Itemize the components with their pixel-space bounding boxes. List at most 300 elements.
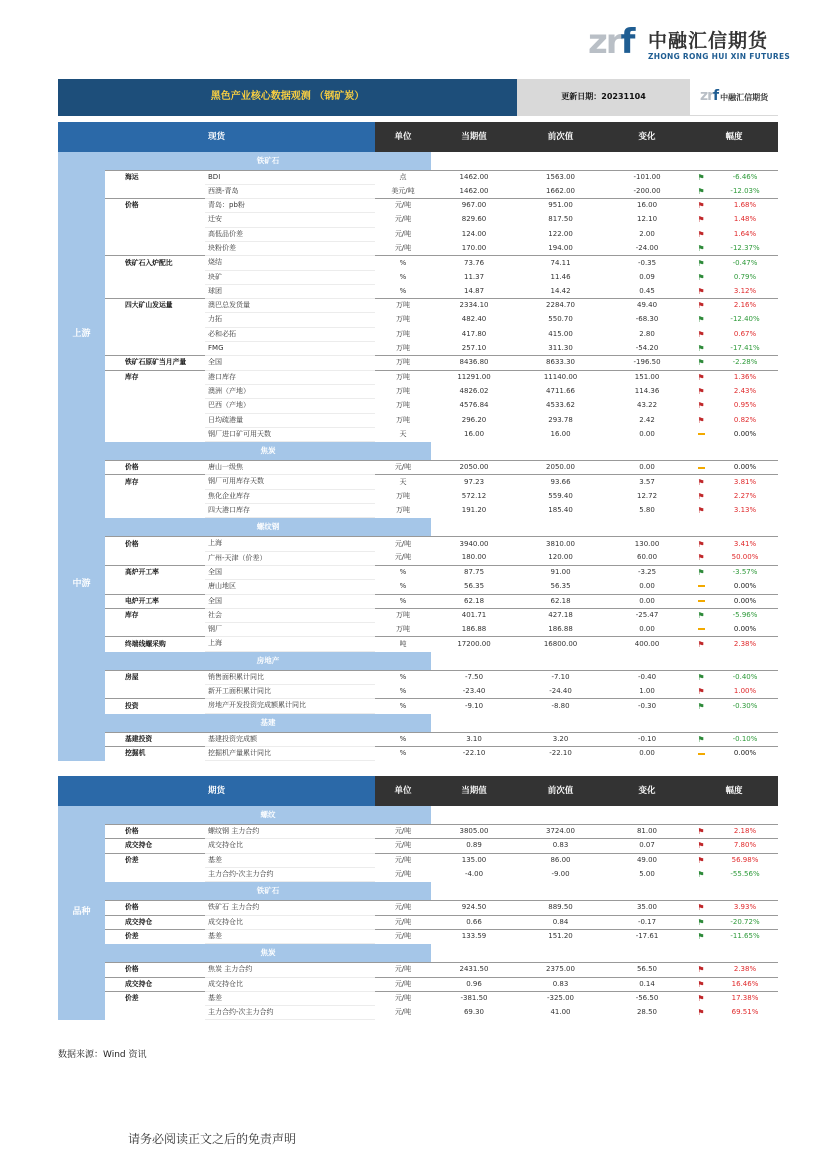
table-row bbox=[58, 746, 778, 760]
current-value: 829.60 bbox=[461, 215, 487, 224]
table-row bbox=[58, 489, 778, 503]
table-row bbox=[58, 256, 778, 270]
spot-table bbox=[58, 79, 778, 761]
arrow-down-icon: ⚑ bbox=[690, 915, 712, 929]
previous-value: 16.00 bbox=[550, 429, 571, 438]
category-label bbox=[105, 489, 205, 503]
change-value: 60.00 bbox=[637, 553, 658, 562]
current-value: 3940.00 bbox=[431, 537, 517, 551]
arrow-up-icon: ⚑ bbox=[690, 853, 712, 867]
unit-cell: 万吨 bbox=[396, 415, 410, 424]
logo-mark: zrf bbox=[588, 22, 634, 62]
category-label: 价格 bbox=[105, 963, 205, 977]
category-label: 成交持仓 bbox=[105, 839, 205, 853]
pct-change: 0.00% bbox=[733, 581, 757, 590]
current-value: 73.76 bbox=[431, 256, 517, 270]
table-row bbox=[58, 991, 778, 1005]
pct-change: -0.40% bbox=[712, 670, 778, 684]
table-row bbox=[58, 370, 778, 384]
arrow-down-icon: ⚑ bbox=[690, 670, 712, 684]
arrow-down-icon: ⚑ bbox=[690, 608, 712, 622]
company-logo bbox=[588, 22, 791, 66]
arrow-up-icon: ⚑ bbox=[690, 901, 712, 915]
section-row bbox=[58, 651, 778, 670]
arrow-down-icon: ⚑ bbox=[697, 186, 705, 196]
category-label: 价格 bbox=[105, 199, 205, 213]
pct-change: -3.57% bbox=[712, 565, 778, 579]
previous-value: 4711.66 bbox=[546, 386, 575, 395]
pct-change: -17.41% bbox=[730, 343, 760, 352]
current-value: 87.75 bbox=[431, 565, 517, 579]
unit-cell: 元/吨 bbox=[394, 229, 412, 238]
section-title: 基建 bbox=[105, 713, 431, 732]
futures-section-header: 期货 bbox=[58, 776, 375, 806]
unit-cell: 元/吨 bbox=[394, 1008, 412, 1017]
table-row bbox=[58, 427, 778, 441]
change-value: -54.20 bbox=[635, 343, 659, 352]
item-label: 房地产开发投资完成额累计同比 bbox=[205, 699, 375, 713]
table-row bbox=[58, 915, 778, 929]
unit-cell: 天 bbox=[399, 429, 407, 438]
pct-change: 69.51% bbox=[731, 1008, 759, 1017]
item-label: 主力合约-次主力合约 bbox=[205, 1006, 375, 1020]
pct-change: 1.64% bbox=[733, 229, 757, 238]
category-label bbox=[105, 342, 205, 356]
unit-cell: 万吨 bbox=[375, 299, 431, 313]
change-value: 2.00 bbox=[639, 229, 655, 238]
arrow-up-icon: ⚑ bbox=[690, 963, 712, 977]
table-row bbox=[58, 384, 778, 398]
category-label: 四大矿山发运量 bbox=[105, 299, 205, 313]
category-label bbox=[105, 580, 205, 594]
previous-value: 311.30 bbox=[548, 343, 573, 352]
current-value: 2334.10 bbox=[431, 299, 517, 313]
change-value: -68.30 bbox=[635, 315, 659, 324]
arrow-down-icon: ⚑ bbox=[690, 356, 712, 370]
item-label: 全国 bbox=[205, 356, 375, 370]
change-value: 12.72 bbox=[637, 491, 658, 500]
unit-cell: 元/吨 bbox=[375, 199, 431, 213]
category-label bbox=[105, 1006, 205, 1020]
arrow-down-icon: ⚑ bbox=[697, 870, 705, 880]
current-value: -4.00 bbox=[464, 870, 484, 879]
previous-value: 14.42 bbox=[550, 286, 571, 295]
col-unit: 单位 bbox=[375, 122, 431, 152]
section-row bbox=[58, 713, 778, 732]
previous-value: 151.20 bbox=[517, 929, 604, 943]
arrow-up-icon: ⚑ bbox=[697, 506, 705, 516]
change-value: -196.50 bbox=[604, 356, 690, 370]
item-label: 必和必拓 bbox=[205, 327, 375, 341]
flat-dash-icon bbox=[690, 427, 712, 441]
arrow-up-icon: ⚑ bbox=[697, 686, 705, 696]
item-label: 力拓 bbox=[205, 313, 375, 327]
pct-change: -12.37% bbox=[730, 243, 760, 252]
arrow-up-icon: ⚑ bbox=[697, 553, 705, 563]
change-value: -24.00 bbox=[635, 243, 659, 252]
table-row bbox=[58, 284, 778, 298]
current-value: 133.59 bbox=[431, 929, 517, 943]
arrow-up-icon: ⚑ bbox=[690, 991, 712, 1005]
change-value: 0.00 bbox=[604, 461, 690, 475]
change-value: 2.80 bbox=[639, 329, 655, 338]
previous-value: -24.40 bbox=[549, 686, 572, 695]
arrow-down-icon: ⚑ bbox=[690, 699, 712, 713]
change-value: -3.25 bbox=[604, 565, 690, 579]
arrow-up-icon: ⚑ bbox=[690, 475, 712, 489]
table-row bbox=[58, 929, 778, 943]
previous-value: 427.18 bbox=[517, 608, 604, 622]
change-value: 3.57 bbox=[604, 475, 690, 489]
current-value: 62.18 bbox=[431, 594, 517, 608]
current-value: 0.89 bbox=[431, 839, 517, 853]
table-row bbox=[58, 313, 778, 327]
arrow-up-icon: ⚑ bbox=[697, 1008, 705, 1018]
category-label: 挖掘机 bbox=[105, 746, 205, 760]
arrow-up-icon: ⚑ bbox=[697, 329, 705, 339]
arrow-down-icon: ⚑ bbox=[697, 315, 705, 325]
flat-dash-icon bbox=[690, 594, 712, 608]
flat-dash-icon bbox=[690, 580, 712, 594]
unit-cell: 点 bbox=[375, 170, 431, 184]
category-label bbox=[105, 623, 205, 637]
category-label: 成交持仓 bbox=[105, 915, 205, 929]
unit-cell: 万吨 bbox=[396, 624, 410, 633]
col-previous: 前次值 bbox=[517, 776, 604, 806]
pct-change: 0.67% bbox=[733, 329, 757, 338]
previous-value: 11140.00 bbox=[517, 370, 604, 384]
category-label bbox=[105, 868, 205, 882]
pct-change: 2.38% bbox=[712, 963, 778, 977]
item-label: 成交持仓比 bbox=[205, 839, 375, 853]
current-value: -22.10 bbox=[431, 746, 517, 760]
category-label: 库存 bbox=[105, 475, 205, 489]
change-value: 0.00 bbox=[604, 594, 690, 608]
item-label: 日均疏港量 bbox=[205, 413, 375, 427]
item-label: 澳洲（产地） bbox=[205, 384, 375, 398]
current-value: 170.00 bbox=[461, 243, 487, 252]
category-label bbox=[105, 504, 205, 518]
pct-change: -5.96% bbox=[712, 608, 778, 622]
current-value: 124.00 bbox=[461, 229, 487, 238]
current-value: 924.50 bbox=[431, 901, 517, 915]
change-value: -101.00 bbox=[604, 170, 690, 184]
section-row bbox=[58, 152, 778, 171]
change-value: 35.00 bbox=[604, 901, 690, 915]
current-value: 2431.50 bbox=[431, 963, 517, 977]
pct-change: -12.03% bbox=[730, 186, 760, 195]
category-label bbox=[105, 227, 205, 241]
change-value: -0.35 bbox=[604, 256, 690, 270]
pct-change: 0.00% bbox=[712, 746, 778, 760]
current-value: 3.10 bbox=[431, 732, 517, 746]
item-label: 基差 bbox=[205, 853, 375, 867]
pct-change: 0.00% bbox=[712, 461, 778, 475]
item-label: 焦化企业库存 bbox=[205, 489, 375, 503]
previous-value: 56.35 bbox=[550, 581, 571, 590]
item-label: 广州-天津（价差） bbox=[205, 551, 375, 565]
arrow-down-icon: ⚑ bbox=[690, 170, 712, 184]
arrow-up-icon: ⚑ bbox=[690, 370, 712, 384]
category-label: 价格 bbox=[105, 537, 205, 551]
unit-cell: 元/吨 bbox=[375, 977, 431, 991]
current-value: 0.96 bbox=[431, 977, 517, 991]
table-row bbox=[58, 580, 778, 594]
pct-change: 3.12% bbox=[733, 286, 757, 295]
col-unit: 单位 bbox=[375, 776, 431, 806]
category-label bbox=[105, 213, 205, 227]
arrow-down-icon: ⚑ bbox=[690, 565, 712, 579]
unit-cell: % bbox=[375, 256, 431, 270]
table-row bbox=[58, 594, 778, 608]
current-value: 4576.84 bbox=[459, 401, 489, 410]
unit-cell: 元/吨 bbox=[375, 929, 431, 943]
unit-cell: 元/吨 bbox=[375, 825, 431, 839]
region-label: 中游 bbox=[58, 518, 105, 651]
item-label: 烧结 bbox=[205, 256, 375, 270]
unit-cell: 天 bbox=[375, 475, 431, 489]
current-value: -23.40 bbox=[462, 686, 486, 695]
arrow-down-icon: ⚑ bbox=[690, 929, 712, 943]
previous-value: 3.20 bbox=[517, 732, 604, 746]
current-value: 0.66 bbox=[431, 915, 517, 929]
section-title: 螺纹 bbox=[105, 806, 431, 825]
unit-cell: 万吨 bbox=[396, 506, 410, 515]
unit-cell: 万吨 bbox=[375, 370, 431, 384]
change-value: 0.14 bbox=[604, 977, 690, 991]
category-label: 价差 bbox=[105, 929, 205, 943]
arrow-up-icon: ⚑ bbox=[697, 401, 705, 411]
previous-value: 889.50 bbox=[517, 901, 604, 915]
table-row bbox=[58, 299, 778, 313]
table-row bbox=[58, 184, 778, 198]
pct-change: 7.80% bbox=[712, 839, 778, 853]
previous-value: -22.10 bbox=[517, 746, 604, 760]
item-label: 铁矿石 主力合约 bbox=[205, 901, 375, 915]
change-value: -0.10 bbox=[604, 732, 690, 746]
previous-value: -8.80 bbox=[517, 699, 604, 713]
category-label bbox=[105, 270, 205, 284]
pct-change: 1.00% bbox=[733, 686, 757, 695]
category-label: 价格 bbox=[105, 461, 205, 475]
category-label: 价格 bbox=[105, 825, 205, 839]
pct-change: 1.68% bbox=[712, 199, 778, 213]
category-label: 价差 bbox=[105, 991, 205, 1005]
arrow-up-icon: ⚑ bbox=[690, 977, 712, 991]
category-label: 价格 bbox=[105, 901, 205, 915]
item-label: 成交持仓比 bbox=[205, 977, 375, 991]
item-label: BDI bbox=[205, 170, 375, 184]
col-current: 当期值 bbox=[431, 776, 517, 806]
previous-value: 1662.00 bbox=[546, 186, 575, 195]
table-row bbox=[58, 213, 778, 227]
current-value: 257.10 bbox=[461, 343, 487, 352]
current-value: 11.37 bbox=[463, 272, 485, 281]
table-row bbox=[58, 551, 778, 565]
unit-cell: 元/吨 bbox=[375, 853, 431, 867]
unit-cell: 万吨 bbox=[396, 343, 410, 352]
previous-value: 1563.00 bbox=[517, 170, 604, 184]
title-logo: zrf 中融汇信期货 bbox=[690, 79, 778, 116]
disclaimer: 请务必阅读正文之后的免责声明 bbox=[128, 1132, 297, 1146]
report-title: 黑色产业核心数据观测 （钢矿炭） bbox=[58, 79, 517, 116]
previous-value: 951.00 bbox=[517, 199, 604, 213]
item-label: 块粉价差 bbox=[205, 241, 375, 255]
table-row bbox=[58, 227, 778, 241]
section-row bbox=[58, 944, 778, 963]
item-label: 上海 bbox=[205, 537, 375, 551]
change-value: 2.42 bbox=[639, 415, 655, 424]
arrow-down-icon: ⚑ bbox=[697, 343, 705, 353]
category-label: 库存 bbox=[105, 370, 205, 384]
current-value: 296.20 bbox=[461, 415, 487, 424]
item-label: FMG bbox=[205, 342, 375, 356]
category-label: 电炉开工率 bbox=[105, 594, 205, 608]
col-pct: 幅度 bbox=[690, 122, 778, 152]
unit-cell: % bbox=[375, 746, 431, 760]
section-title: 房地产 bbox=[105, 651, 431, 670]
unit-cell: 元/吨 bbox=[375, 915, 431, 929]
pct-change: 0.82% bbox=[733, 415, 757, 424]
logo-company-name: 中融汇信期货 bbox=[648, 30, 769, 52]
col-change: 变化 bbox=[604, 776, 690, 806]
item-label: 上海 bbox=[205, 637, 375, 651]
pct-change: 0.00% bbox=[733, 429, 757, 438]
pct-change: -12.40% bbox=[730, 315, 760, 324]
table-row bbox=[58, 199, 778, 213]
unit-cell: 元/吨 bbox=[394, 553, 412, 562]
change-value: 1.00 bbox=[639, 686, 655, 695]
previous-value: 2375.00 bbox=[517, 963, 604, 977]
change-value: 12.10 bbox=[637, 215, 658, 224]
change-value: 130.00 bbox=[604, 537, 690, 551]
table-row bbox=[58, 868, 778, 882]
previous-value: 3810.00 bbox=[517, 537, 604, 551]
unit-cell: 元/吨 bbox=[375, 901, 431, 915]
change-value: -0.30 bbox=[604, 699, 690, 713]
table-row bbox=[58, 537, 778, 551]
unit-cell: 元/吨 bbox=[394, 243, 412, 252]
previous-value: 0.83 bbox=[517, 977, 604, 991]
current-value: 56.35 bbox=[463, 581, 485, 590]
current-value: 482.40 bbox=[461, 315, 487, 324]
pct-change: 0.79% bbox=[733, 272, 757, 281]
arrow-up-icon: ⚑ bbox=[697, 415, 705, 425]
table-row bbox=[58, 839, 778, 853]
change-value: -56.50 bbox=[604, 991, 690, 1005]
item-label: 新开工面积累计同比 bbox=[205, 685, 375, 699]
section-title: 螺纹钢 bbox=[105, 518, 431, 537]
current-value: 16.00 bbox=[463, 429, 485, 438]
item-label: 唐山一级焦 bbox=[205, 461, 375, 475]
pct-change: 1.48% bbox=[733, 215, 757, 224]
previous-value: 11.46 bbox=[550, 272, 571, 281]
change-value: 0.45 bbox=[639, 286, 655, 295]
pct-change: 3.81% bbox=[712, 475, 778, 489]
previous-value: 293.78 bbox=[548, 415, 573, 424]
unit-cell: 元/吨 bbox=[375, 839, 431, 853]
category-label bbox=[105, 399, 205, 413]
arrow-down-icon: ⚑ bbox=[697, 272, 705, 282]
col-previous: 前次值 bbox=[517, 122, 604, 152]
category-label bbox=[105, 184, 205, 198]
previous-value: 4533.62 bbox=[546, 401, 575, 410]
table-row bbox=[58, 963, 778, 977]
previous-value: 817.50 bbox=[548, 215, 573, 224]
arrow-up-icon: ⚑ bbox=[690, 825, 712, 839]
item-label: 成交持仓比 bbox=[205, 915, 375, 929]
change-value: 0.00 bbox=[639, 429, 655, 438]
unit-cell: % bbox=[375, 699, 431, 713]
pct-change: -0.47% bbox=[712, 256, 778, 270]
change-value: 0.07 bbox=[604, 839, 690, 853]
category-label: 库存 bbox=[105, 608, 205, 622]
table-row bbox=[58, 1006, 778, 1020]
category-label: 终端线螺采购 bbox=[105, 637, 205, 651]
previous-value: -325.00 bbox=[517, 991, 604, 1005]
current-value: 4826.02 bbox=[459, 386, 489, 395]
change-value: -0.40 bbox=[604, 670, 690, 684]
unit-cell: 万吨 bbox=[396, 315, 410, 324]
current-value: 69.30 bbox=[463, 1008, 485, 1017]
previous-value: 559.40 bbox=[548, 491, 573, 500]
item-label: 社会 bbox=[205, 608, 375, 622]
current-value: 17200.00 bbox=[431, 637, 517, 651]
pct-change: -2.28% bbox=[712, 356, 778, 370]
table-row bbox=[58, 608, 778, 622]
section-row bbox=[58, 518, 778, 537]
pct-change: -0.30% bbox=[712, 699, 778, 713]
unit-cell: % bbox=[399, 686, 407, 695]
item-label: 基建投资完成额 bbox=[205, 732, 375, 746]
item-label: 青岛：pb粉 bbox=[205, 199, 375, 213]
change-value: -17.61 bbox=[604, 929, 690, 943]
col-pct: 幅度 bbox=[690, 776, 778, 806]
table-row bbox=[58, 475, 778, 489]
current-value: 97.23 bbox=[431, 475, 517, 489]
unit-cell: 万吨 bbox=[375, 608, 431, 622]
table-row bbox=[58, 565, 778, 579]
item-label: 销售面积累计同比 bbox=[205, 670, 375, 684]
section-row bbox=[58, 882, 778, 901]
item-label: 港口库存 bbox=[205, 370, 375, 384]
current-value: -9.10 bbox=[431, 699, 517, 713]
pct-change: 3.41% bbox=[712, 537, 778, 551]
table-row bbox=[58, 670, 778, 684]
previous-value: 415.00 bbox=[548, 329, 573, 338]
arrow-up-icon: ⚑ bbox=[690, 637, 712, 651]
previous-value: 41.00 bbox=[550, 1008, 571, 1017]
current-value: 417.80 bbox=[461, 329, 487, 338]
table-row bbox=[58, 461, 778, 475]
previous-value: 8633.30 bbox=[517, 356, 604, 370]
pct-change: 2.38% bbox=[712, 637, 778, 651]
unit-cell: % bbox=[399, 581, 407, 590]
previous-value: 120.00 bbox=[548, 553, 573, 562]
unit-cell: % bbox=[399, 272, 407, 281]
data-source: 数据来源：Wind 资讯 bbox=[58, 1050, 147, 1060]
previous-value: 0.84 bbox=[517, 915, 604, 929]
change-value: 0.00 bbox=[604, 746, 690, 760]
previous-value: -7.10 bbox=[517, 670, 604, 684]
change-value: 81.00 bbox=[604, 825, 690, 839]
spot-section-header: 现货 bbox=[58, 122, 375, 152]
unit-cell: 万吨 bbox=[396, 329, 410, 338]
item-label: 四大港口库存 bbox=[205, 504, 375, 518]
pct-change: -0.10% bbox=[712, 732, 778, 746]
pct-change: 2.43% bbox=[733, 386, 757, 395]
arrow-up-icon: ⚑ bbox=[697, 215, 705, 225]
